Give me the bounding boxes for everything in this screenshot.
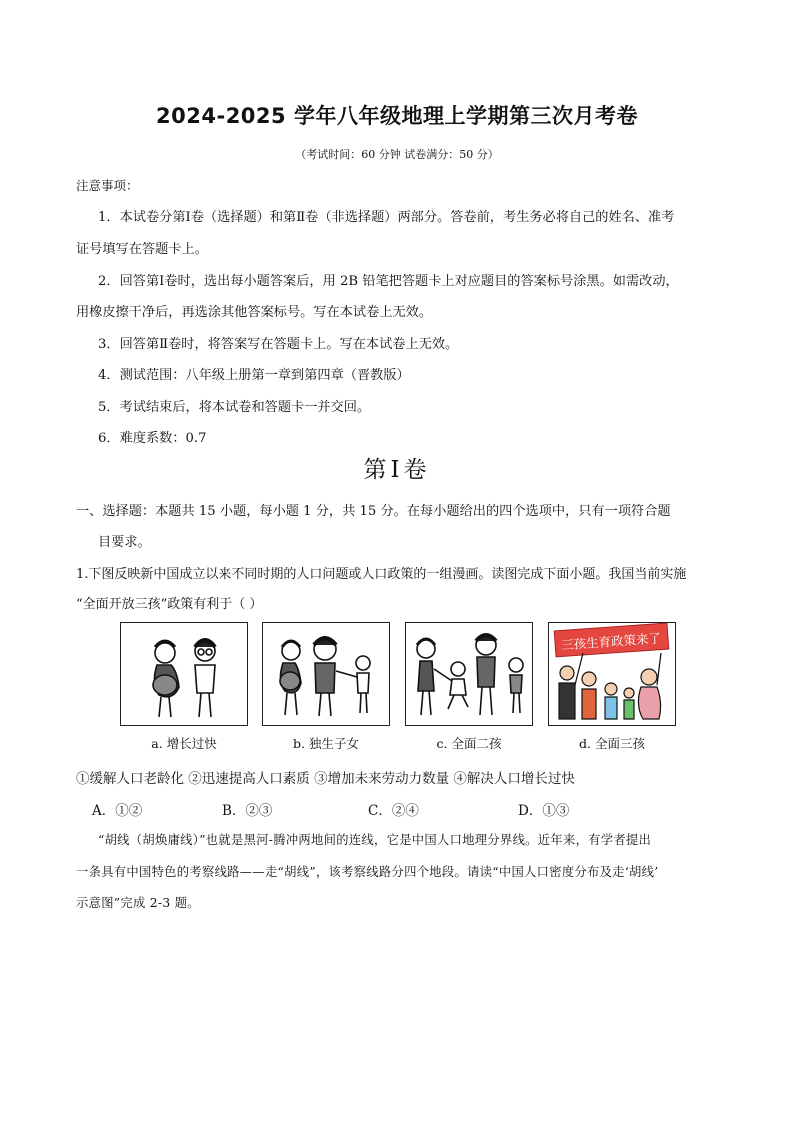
choice-d[interactable]: D．①③ xyxy=(518,803,570,819)
cartoon-d xyxy=(548,622,676,726)
cartoon-a xyxy=(120,622,248,726)
passage-line: 一条具有中国特色的考察线路——走“胡线”，该考察线路分四个地段。请读“中国人口密度分布及走‘胡线’ xyxy=(76,865,659,879)
cartoon-a-illustration xyxy=(121,623,246,724)
cartoon-d-banner-text: 三孩生育政策来了 xyxy=(560,630,662,653)
notice-line: 2．回答第Ⅰ卷时，选出每小题答案后，用 2B 铅笔把答题卡上对应题目的答案标号涂黑。如需改动， xyxy=(98,274,679,289)
notice-line: 1．本试卷分第Ⅰ卷（选择题）和第Ⅱ卷（非选择题）两部分。答卷前，考生务必将自己的姓名、准考 xyxy=(98,210,675,225)
exam-subtitle: （考试时间：60 分钟 试卷满分：50 分） xyxy=(295,148,499,161)
question-stem: 1.下图反映新中国成立以来不同时期的人口问题或人口政策的一组漫画。读图完成下面小题。我国当前实施 xyxy=(76,567,687,582)
section-heading-cont: 目要求。 xyxy=(98,535,151,550)
cartoon-b xyxy=(262,622,390,726)
notice-line: 用橡皮擦干净后，再选涂其他答案标号。写在本试卷上无效。 xyxy=(76,305,433,320)
cartoon-figures xyxy=(120,622,680,762)
section-heading: 一、选择题：本题共 15 小题，每小题 1 分，共 15 分。在每小题给出的四个选项中，只有一项符合题 xyxy=(76,504,671,519)
notice-line: 证号填写在答题卡上。 xyxy=(76,242,208,257)
notice-heading: 注意事项： xyxy=(76,178,139,193)
notice-line: 5．考试结束后，将本试卷和答题卡一并交回。 xyxy=(98,400,371,415)
figure-caption-a: a. 增长过快 xyxy=(151,736,217,751)
cartoon-b-illustration xyxy=(263,623,388,724)
cartoon-c-illustration xyxy=(406,623,531,724)
notice-line: 4．测试范围：八年级上册第一章到第四章（晋教版） xyxy=(98,368,410,383)
question-stem-cont: “全面开放三孩”政策有利于（ ） xyxy=(76,597,263,612)
figure-caption-d: d. 全面三孩 xyxy=(579,736,645,751)
notice-line: 3．回答第Ⅱ卷时，将答案写在答题卡上。写在本试卷上无效。 xyxy=(98,337,459,352)
passage-line: “胡线（胡焕庸线）”也就是黑河-腾冲两地间的连线，它是中国人口地理分界线。近年来，有学者提出 xyxy=(98,833,652,847)
passage-line: 示意图”完成 2-3 题。 xyxy=(76,896,200,910)
cartoon-c xyxy=(405,622,533,726)
notice-line: 6．难度系数：0.7 xyxy=(98,431,207,446)
figure-caption-c: c. 全面二孩 xyxy=(436,736,502,751)
figure-caption-b: b. 独生子女 xyxy=(293,736,359,751)
exam-title: 2024-2025 学年八年级地理上学期第三次月考卷 xyxy=(156,104,638,128)
choice-b[interactable]: B．②③ xyxy=(222,803,273,819)
choice-c[interactable]: C．②④ xyxy=(368,803,419,819)
choice-a[interactable]: A．①② xyxy=(92,803,143,819)
volume-title: 第Ⅰ卷 xyxy=(363,457,431,483)
statement-options: ①缓解人口老龄化 ②迅速提高人口素质 ③增加未来劳动力数量 ④解决人口增长过快 xyxy=(76,771,575,787)
cartoon-d-illustration xyxy=(549,623,674,724)
